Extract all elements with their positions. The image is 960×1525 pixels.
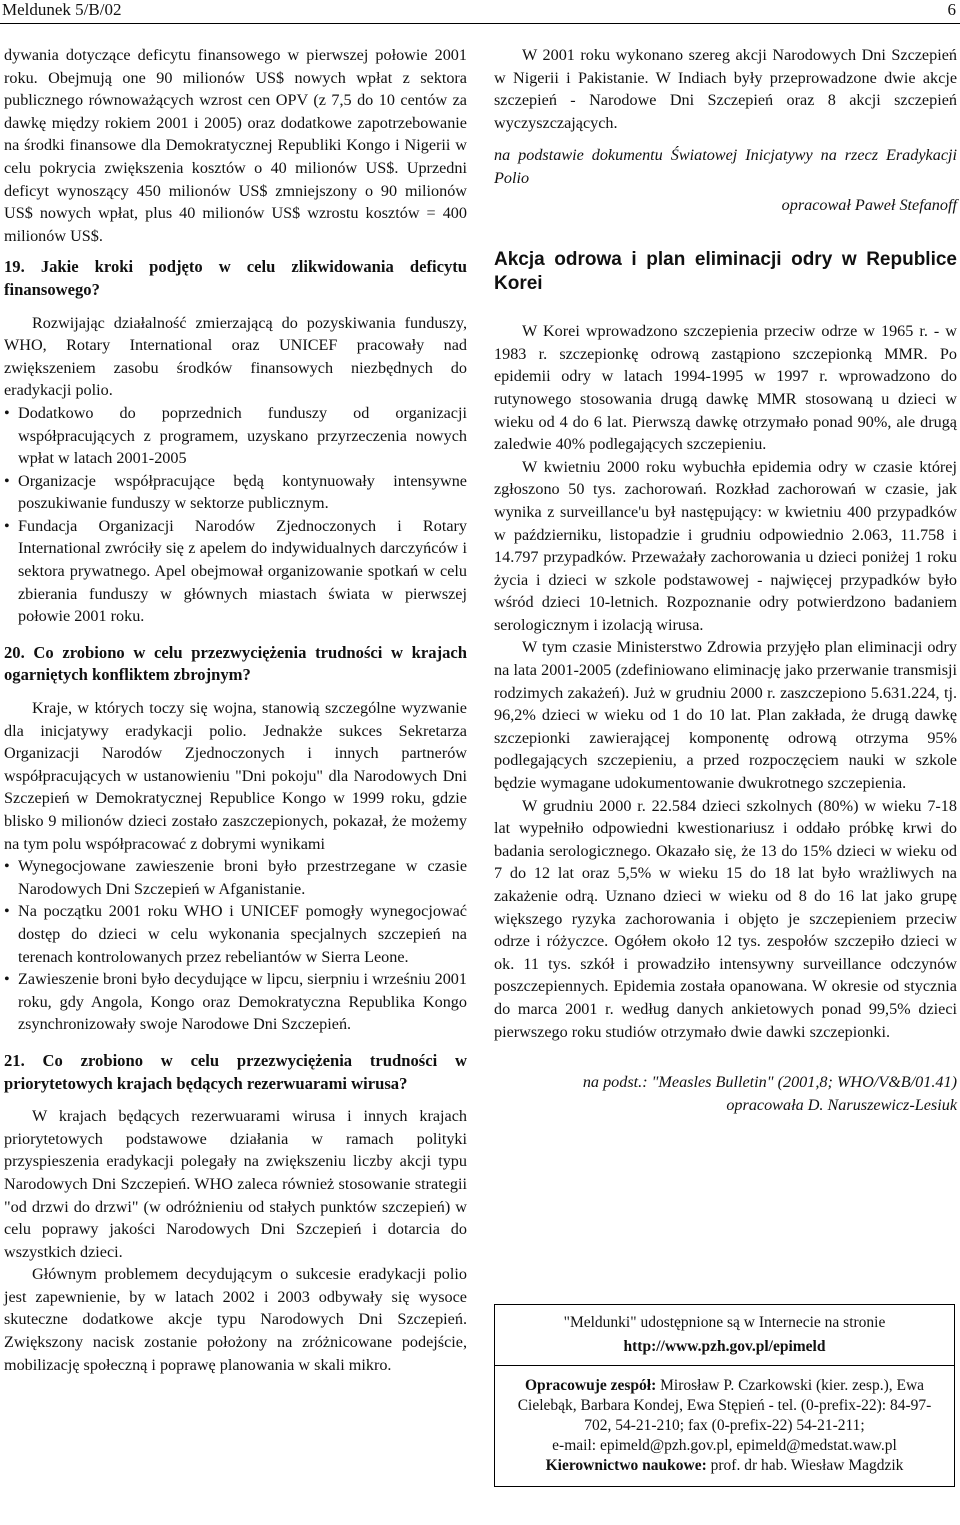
list-item: • Wynegocjowane zawieszenie broni było przestrzegane w czasie Narodowych Dni Szczepień w Afganistanie. <box>4 855 467 900</box>
bulletin-id: Meldunek 5/B/02 <box>2 0 122 19</box>
paragraph-fundraising: Rozwijając działalność zmierzającą do pozyskiwania funduszy, WHO, Rotary International oraz UNICEF pracowały nad zwiększeniem zasobu środków finansowych niezbędnych do eradykacji polio. <box>4 313 467 400</box>
question-21: 21. Co zrobiono w celu przezwyciężenia trudności w priorytetowych krajach będących rezerwuarami wirusa? <box>4 1050 467 1093</box>
paragraph-main-problem: Głównym problemem decydującym o sukcesie eradykacji polio jest zapewnienie, by w latach 2002 i 2003 odbywały się wysoce skuteczne dodatkowe akcje typu Narodowych Dni Szczepień. Zwiększony nacisk zostanie położony na zróżnicowane podejście, mobilizację społeczną i poprawę planowania w skali mikro. <box>4 1265 467 1374</box>
question-20: 20. Co zrobiono w celu przezwyciężenia trudności w krajach ogarniętych konfliktem zbrojnym? <box>4 642 467 685</box>
left-column <box>4 44 467 1376</box>
page-number: 6 <box>947 0 956 19</box>
source-note-measles: na podst.: "Measles Bulletin" (2001,8; WHO/V&B/01.41) <box>582 1073 957 1092</box>
paragraph-deficit: dywania dotyczące deficytu finansowego w pierwszej połowie 2001 roku. Obejmują one 90 milionów US$ nowych wpłat z sektora publicznego równoważących wzrost cen OPV (z 7,5 do 10 centów za dawkę między rokiem 2001 i 2005) oraz dodatkowe zapotrzebowanie na środki finansowe dla Demokratycznej Republiki Kongo i Nigerii w celu pokrycia zwiększenia kosztów o 40 milionów US$. Uprzedni deficyt wynoszący 450 milionów US$ zmniejszony o 90 milionów US$ nowych wpłat, plus 40 milionów US$ wzrostu kosztów = 400 milionów US$. <box>4 46 467 245</box>
paragraph-korea-epidemic: W kwietniu 2000 roku wybuchła epidemia odry w czasie której zgłoszono 50 tys. zachorowań. Rozkład zachorowań w czasie, jak wynika z surveillance'u był następujący: w kwietniu 400 przypadków w październiku, listopadzie i grudniu odpowiednio 2.063, 11.758 i 14.797 przypadków. Przeważały zachorowania u dzieci poniżej 1 roku życia i dzieci w szkole podstawowej - najwięcej przypadków było wśród dzieci 10-letnich. Rozpoznanie odry potwierdzono badaniem serologicznym i izolacją wirusa. <box>494 457 957 634</box>
list-item: • Zawieszenie broni było decydujące w lipcu, sierpniu i wrześniu 2001 roku, gdy Angola, Kongo oraz Demokratyczna Republika Kongo zsynchronizowały swoje Narodowe Dni Szczepień. <box>4 968 467 1036</box>
article-title-korea: Akcja odrowa i plan eliminacji odry w Republice Korei <box>494 249 957 295</box>
team-text: Mirosław P. Czarkowski (kier. zesp.), Ewa Cielebąk, Barbara Kondej, Ewa Stępień - tel. (0-prefix-22): 84-97-702, 54-21-210; fax (0-prefix-22) 54-21-211; <box>517 1377 932 1434</box>
bullet-list-funding <box>4 402 467 628</box>
editorial-footer-box <box>494 1304 955 1487</box>
scientific-management <box>505 1456 944 1476</box>
paragraph-nid-2001: W 2001 roku wykonano szereg akcji Narodowych Dni Szczepień w Nigerii i Pakistanie. W Indiach były przeprowadzone dwie akcje szczepień - Narodowe Dni Szczepień oraz 8 akcji szczepień wyczyszczających. <box>494 46 957 132</box>
editorial-team <box>505 1376 944 1436</box>
box-divider <box>495 1365 954 1366</box>
source-note-polio: na podstawie dokumentu Światowej Inicjatywy na rzecz Eradykacji Polio <box>494 146 957 187</box>
internet-note: "Meldunki" udostępnione są w Internecie na stronie <box>563 1314 886 1331</box>
list-item: • Fundacja Organizacji Narodów Zjednoczonych i Rotary International zwróciły się z apelem do indywidualnych darczyńców i sektora prywatnego. Apel obejmował organizowanie spotkań w celu zbierania funduszy w głównych miastach świata w pierwszej połowie 2001 roku. <box>4 515 467 628</box>
paragraph-conflict: Kraje, w których toczy się wojna, stanowią szczególne wyzwanie dla inicjatywy eradykacji polio. Jednakże sukces Sekretarza Organizacji Narodów Zjednoczonych i innych partnerów współpracujących w ustanowieniu "Dni pokoju" dla Narodowych Dni Szczepień w Demokratycznej Republice Kongo w 1999 roku, gdzie blisko 9 milionów dzieci zostało zaszczepionych, pokazał, że możemy na tym polu współpracować z dobrymi wynikami <box>4 699 467 853</box>
question-19: 19. Jakie kroki podjęto w celu zlikwidowania deficytu finansowego? <box>4 257 467 299</box>
right-column <box>494 44 957 1116</box>
paragraph-reservoir: W krajach będących rezerwuarami wirusa i innych krajach priorytetowych podstawowe działania w ramach polityki przyspieszenia eradykacji polegały na zwiększeniu liczby akcji typu Narodowych Dni Szczepień. WHO zaleca również stosowanie strategii "od drzwi do drzwi" (w odróżnieniu od stałych punktów szczepień) w celu poprawy jakości Narodowych Dni Szczepień i dotarcia do wszystkich dzieci. <box>4 1107 467 1261</box>
management-label: Kierownictwo naukowe: <box>545 1457 707 1474</box>
list-item: • Dodatkowo do poprzednich funduszy od organizacji współpracujących z programem, uzyskano przyrzeczenia nowych wpłat w latach 2001-2005 <box>4 402 467 470</box>
management-text: prof. dr hab. Wiesław Magdzik <box>706 1457 904 1474</box>
contact-email[interactable]: e-mail: epimeld@pzh.gov.pl, epimeld@medstat.waw.pl <box>552 1437 897 1454</box>
list-item: • Organizacje współpracujące będą kontynuowały intensywne poszukiwanie funduszy w sektorze publicznym. <box>4 470 467 515</box>
bullet-list-ceasefire <box>4 855 467 1036</box>
list-item: • Na początku 2001 roku WHO i UNICEF pomogły wynegocjować dostęp do dzieci w celu wykonania specjalnych szczepień na terenach kontrolowanych przez rebeliantów w Sierra Leone. <box>4 900 467 968</box>
header-rule <box>0 23 960 24</box>
team-label: Opracowuje zespół: <box>524 1377 657 1394</box>
website-link[interactable]: http://www.pzh.gov.pl/epimeld <box>623 1338 826 1355</box>
paragraph-serology: W grudniu 2000 r. 22.584 dzieci szkolnych (80%) w wieku 7-18 lat wypełniło odpowiedni kwestionariusz i oddało próbkę krwi do badania serologicznego. Okazało się, że 13 do 15% dzieci w wieku od 7 do 12 lat oraz 5,5% w wieku 15 do 18 lat było wrażliwych na zakażenie odrą. Uznano dzieci w wieku od 8 do 16 lat jako grupę większego ryzyka zachorowania i objęto je szczepieniem przeciw odrze i różyczce. Ogółem około 12 tys. zespołów szczepiło dzieci w ok. 11 tys. szkół i prowadziło intensywny surveillance odczynów poszczepiennych. Epidemia została opanowana. W okresie od stycznia do marca 2001 r. według danych ankietowych ponad 99,5% dzieci pierwszego roku studiów otrzymało dwie dawki szczepionki. <box>494 796 957 1041</box>
author-stefanoff: opracował Paweł Stefanoff <box>781 195 957 214</box>
author-naruszewicz: opracowała D. Naruszewicz-Lesiuk <box>726 1095 957 1114</box>
page-header <box>0 0 960 24</box>
paragraph-korea-vaccination: W Korei wprowadzono szczepienia przeciw odrze w 1965 r. - w 1983 r. szczepionkę odrową zastąpiono szczepionką MMR. Po epidemii odry w latach 1994-1995 w 1997 r. wprowadzono do rutynowego stosowania drugą dawkę MMR stosowaną u dzieci w wieku od 4 do 6 lat. Pierwszą dawkę otrzymało ponad 90%, ale drugą zaledwie 40% podlegających szczepieniu. <box>494 322 957 454</box>
paragraph-elimination-plan: W tym czasie Ministerstwo Zdrowia przyjęło plan eliminacji odry na lata 2001-2005 (zdefiniowano eliminację jako przerwanie transmisji rodzimych zakażeń). Już w grudniu 2000 r. zaszczepiono 5.631.224, tj. 96,2% dzieci w wieku od 1 do 10 lat. Plan zakłada, że drugą dawkę szczepionki zawierającej komponentę odrową otrzyma 95% podlegających szczepieniu, a przed rozpoczęciem nauki w szkole będzie wymagane udokumentowanie dwukrotnego szczepienia. <box>494 638 957 793</box>
